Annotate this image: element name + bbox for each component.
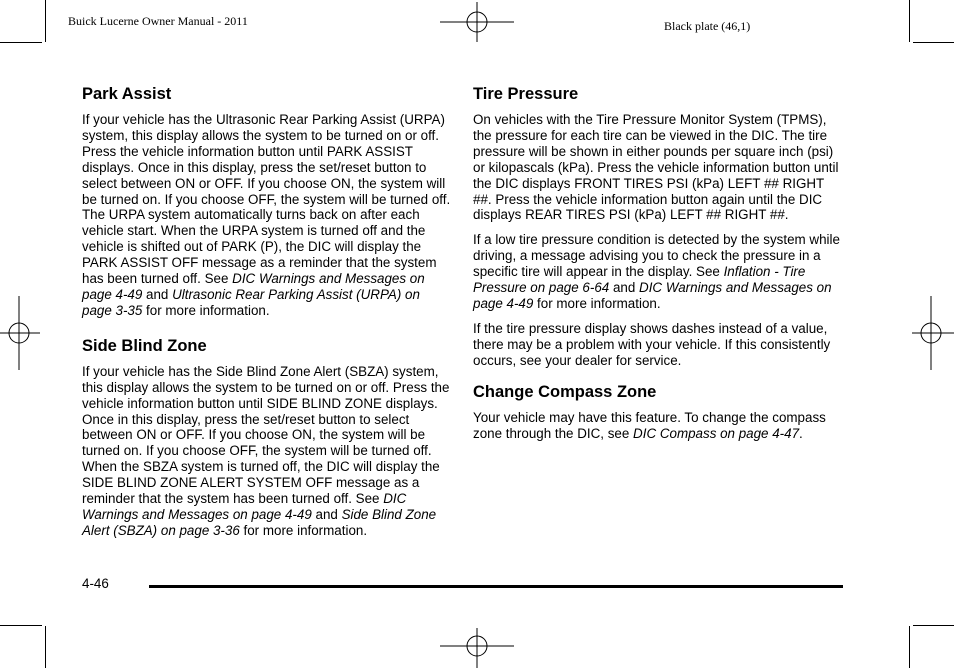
side-blind-zone-and: and [311,506,342,522]
tire-pressure-ref-inflation[interactable]: Inflation - Tire Pressure on page 6-64 [473,264,806,296]
crop-mark-bottom-right-horizontal [913,625,954,626]
tire-pressure-p2-text-2: for more information. [533,295,661,311]
park-assist-heading: Park Assist [82,85,172,103]
compass-zone-text-2: . [799,425,803,441]
side-blind-zone-text-2: for more information. [239,522,368,538]
park-assist-ref-urpa[interactable]: Ultrasonic Rear Parking Assist (URPA) on page 3-35 [82,286,420,318]
tire-pressure-heading: Tire Pressure [473,85,579,103]
registration-mark-top [440,2,514,42]
park-assist-and: and [142,286,173,302]
tire-pressure-paragraph-2 [473,232,843,312]
right-column [473,84,843,450]
tire-pressure-p2-text-1: If a low tire pressure condition is detected by the system while driving, a message advising you to check the pressure in a specific tire will appear in the display. See [473,232,840,280]
tire-pressure-p2-and: and [609,280,640,296]
side-blind-zone-heading: Side Blind Zone [82,336,207,355]
crop-mark-bottom-left-horizontal [0,625,42,626]
crop-mark-top-left-vertical [45,0,46,42]
crop-mark-top-right-vertical [909,0,910,42]
tire-pressure-paragraph-1: On vehicles with the Tire Pressure Monitor System (TPMS), the pressure for each tire can be viewed in the DIC. The tire pressure will be shown in either pounds per square inch (psi) or kilopascals (kPa). Press the vehicle information button until the DIC displays FRONT TIRES PSI (kPa) LEFT ## RIGHT ##. Press the vehicle information button again until the DIC displays REAR TIRES PSI (kPa) LEFT ## RIGHT ##. [473,112,839,223]
tire-pressure-section [473,84,843,369]
compass-zone-section [473,382,843,442]
registration-mark-right [912,296,954,370]
park-assist-ref-dic-warnings[interactable]: DIC Warnings and Messages on page 4-49 [82,271,425,302]
left-column [82,84,452,548]
park-assist-section [82,84,452,319]
side-blind-zone-paragraph [82,364,452,539]
crop-mark-top-right-horizontal [913,42,954,43]
side-blind-zone-ref-sbza[interactable]: Side Blind Zone Alert (SBZA) on page 3-36 [82,506,437,538]
side-blind-zone-text-1: If your vehicle has the Side Blind Zone Alert (SBZA) system, this display allows the system to be turned on or off. Press the vehicle information button until SIDE BLIND ZONE displays. Once in this display, press the set/reset button to select between ON or OFF. If you choose ON, the system will be turned on. If you choose OFF, the system will be turned off. When the SBZA system is turned off, the DIC will display the SIDE BLIND ZONE ALERT SYSTEM OFF message as a reminder that the system has been turned off. See [82,363,450,507]
compass-zone-heading: Change Compass Zone [473,382,657,401]
tire-pressure-ref-dic-warnings[interactable]: DIC Warnings and Messages on page 4-49 [473,280,832,311]
park-assist-paragraph [82,112,452,319]
registration-mark-bottom [440,628,514,668]
plate-label: Black plate (46,1) [664,19,751,33]
crop-mark-bottom-left-vertical [45,626,46,668]
manual-title: Buick Lucerne Owner Manual - 2011 [68,14,248,28]
side-blind-zone-ref-dic-warnings[interactable]: DIC Warnings and Messages on page 4-49 [82,491,407,522]
page-number: 4-46 [82,576,109,591]
footer-rule [149,585,843,588]
crop-mark-top-left-horizontal [0,42,42,43]
crop-mark-bottom-right-vertical [909,626,910,668]
tire-pressure-paragraph-3: If the tire pressure display shows dashes instead of a value, there may be a problem with your vehicle. If this consistently occurs, see your dealer for service. [473,320,831,368]
park-assist-text-1: If your vehicle has the Ultrasonic Rear Parking Assist (URPA) system, this display allows the system to be turned on or off. Press the vehicle information button until PARK ASSIST displays. Once in this display, press the set/reset button to select between ON or OFF. If you choose ON, the system will be turned on. If you choose OFF, the system will be turned off. The URPA system automatically turns back on after each vehicle start. When the URPA system is turned off and the vehicle is shifted out of PARK (P), the DIC will display the PARK ASSIST OFF message as a reminder that the system has been turned off. See [82,112,451,287]
park-assist-text-2: for more information. [142,302,270,318]
side-blind-zone-section [82,336,452,539]
compass-zone-ref-dic-compass[interactable]: DIC Compass on page 4-47 [633,425,800,441]
compass-zone-paragraph [473,410,843,442]
compass-zone-text-1: Your vehicle may have this feature. To change the compass zone through the DIC, see [473,409,826,441]
registration-mark-left [0,296,40,370]
